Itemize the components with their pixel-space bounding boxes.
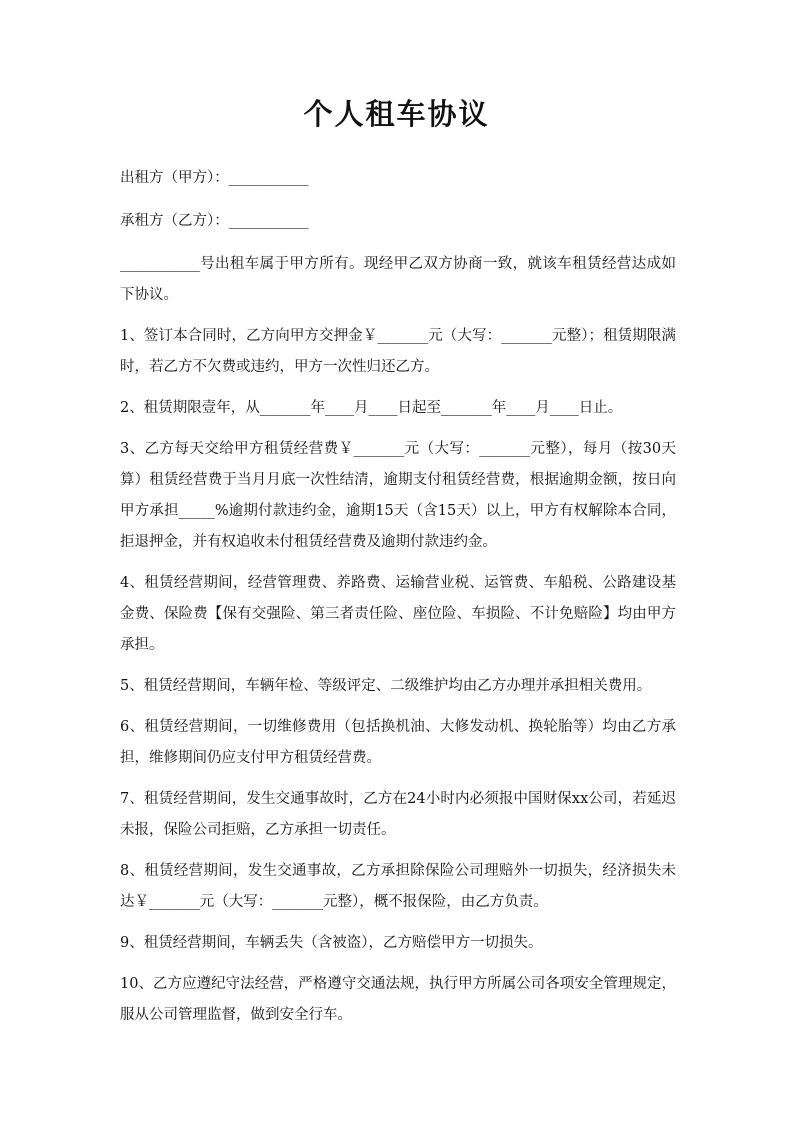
clause-9: 9、租赁经营期间，车辆丢失（含被盗），乙方赔偿甲方一切损失。 [120,935,543,951]
intro-paragraph: ___________号出租车属于甲方所有。现经甲乙双方协商一致，就该车租赁经营达成如下协议。 [120,256,676,303]
document-title: 个人租车协议 [303,97,490,131]
clause-2: 2、租赁期限壹年，从_______年____月____日起至_______年____月____日止。 [120,400,623,416]
lessor-line: 出租方（甲方）：___________ [120,170,309,186]
document-body [120,163,676,1041]
clause-5: 5、租赁经营期间，车辆年检、等级评定、二级维护均由乙方办理并承担相关费用。 [120,678,652,694]
lessee-line: 承租方（乙方）：___________ [120,213,309,229]
clause-10: 10、乙方应遵纪守法经营，严格遵守交通法规，执行甲方所属公司各项安全管理规定，服从公司管理监督，做到安全行车。 [120,976,676,1023]
clause-6: 6、租赁经营期间，一切维修费用（包括换机油、大修发动机、换轮胎等）均由乙方承担，维修期间仍应支付甲方租赁经营费。 [120,719,676,766]
clause-8: 8、租赁经营期间，发生交通事故，乙方承担除保险公司理赔外一切损失，经济损失未达￥_______元（大写：_______元整），概不报保险，由乙方负责。 [120,863,676,910]
clause-4: 4、租赁经营期间，经营管理费、养路费、运输营业税、运管费、车船税、公路建设基金费、保险费【保有交强险、第三者责任险、座位险、车损险、不计免赔险】均由甲方承担。 [120,575,676,653]
clause-3: 3、乙方每天交给甲方租赁经营费￥_______元（大写：_______元整），每月（按30天算）租赁经营费于当月月底一次性结清，逾期支付租赁经营费，根据逾期金额，按日向甲方承担_____%逾期付款违约金，逾期15天（含15天）以上，甲方有权解除本合同，拒退押金，并有权追收未付租赁经营费及逾期付款违约金。 [120,441,676,550]
clause-1: 1、签订本合同时，乙方向甲方交押金￥_______元（大写：_______元整）；租赁期限满时，若乙方不欠费或违约，甲方一次性归还乙方。 [120,328,676,375]
clause-7: 7、租赁经营期间，发生交通事故时，乙方在24小时内必须报中国财保xx公司，若延迟未报，保险公司拒赔，乙方承担一切责任。 [120,791,676,838]
